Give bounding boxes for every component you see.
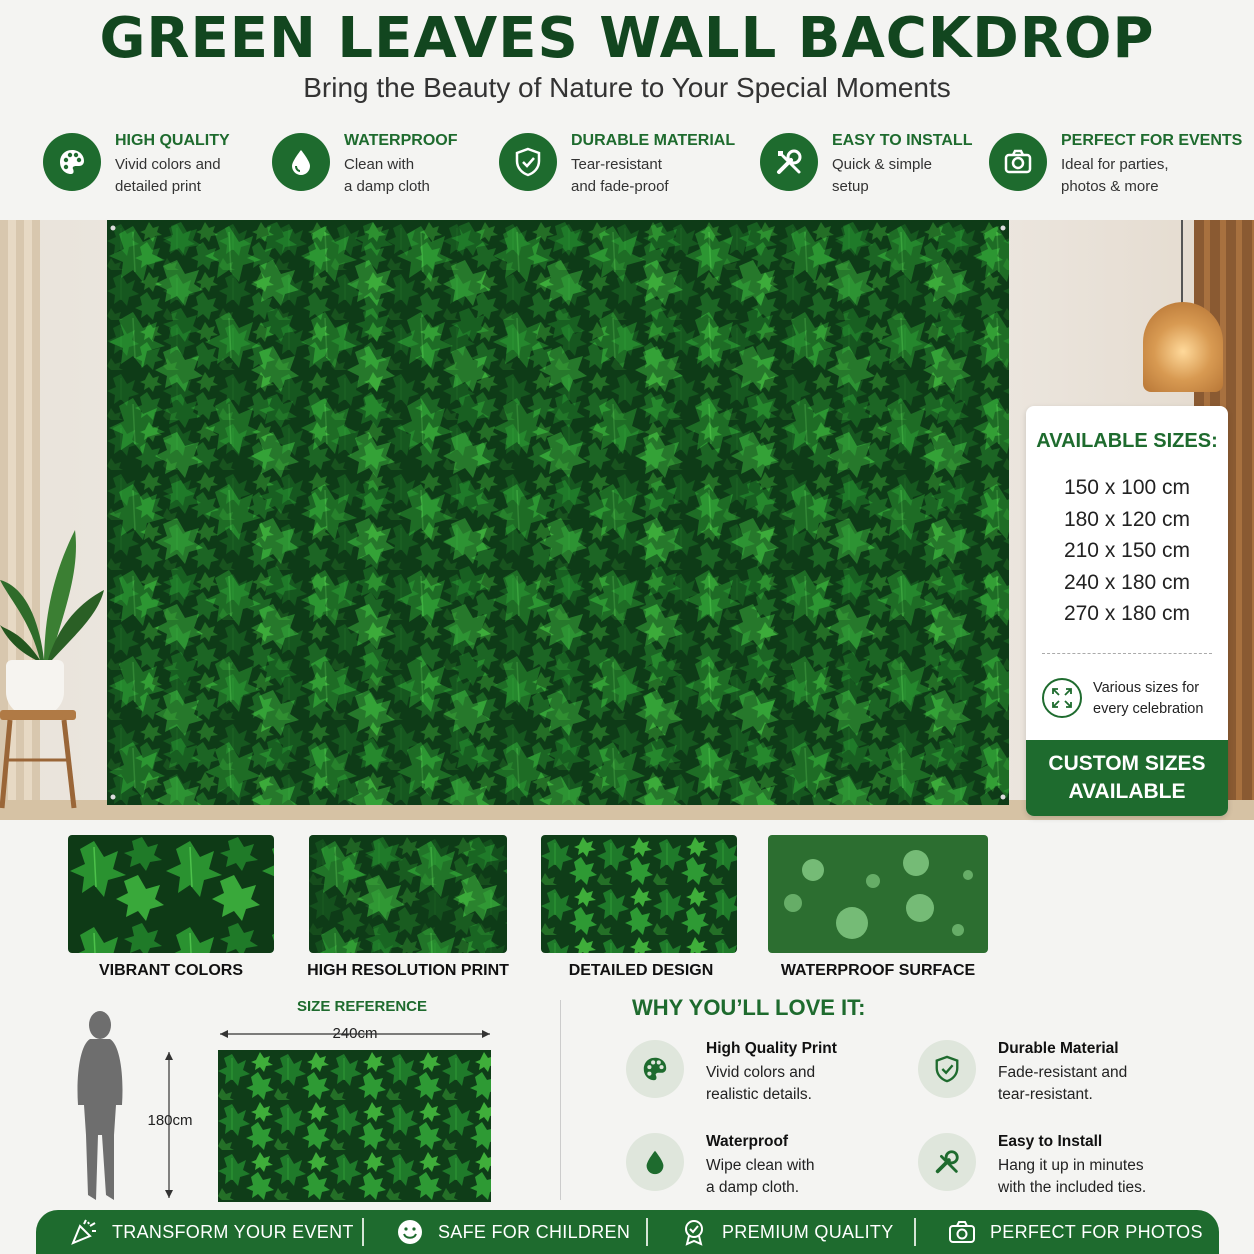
- thumbnail-label: VIBRANT COLORS: [99, 962, 243, 979]
- bar-separator: [646, 1218, 648, 1246]
- why-item-title: Durable Material: [998, 1040, 1119, 1057]
- size-option: 150 x 100 cm: [1063, 476, 1191, 499]
- size-option: 240 x 180 cm: [1063, 570, 1191, 594]
- page-subtitle: Bring the Beauty of Nature to Your Special Moments: [303, 72, 951, 103]
- why-item-title: Waterproof: [706, 1133, 789, 1150]
- why-title: WHY YOU’LL LOVE IT:: [632, 995, 866, 1020]
- thumbnail-vibrant-colors: [68, 835, 274, 953]
- backdrop-scale-preview: [218, 1050, 491, 1202]
- height-label: 180cm: [147, 1112, 193, 1129]
- why-item-title: High Quality Print: [706, 1040, 837, 1057]
- why-item-desc: Vivid colors and realistic details.: [706, 1064, 816, 1103]
- palette-icon: [626, 1040, 684, 1098]
- tools-icon: [760, 133, 818, 191]
- feature-title: PERFECT FOR EVENTS: [1061, 132, 1243, 149]
- thumbnail-label: DETAILED DESIGN: [568, 962, 714, 979]
- tools-icon: [918, 1133, 976, 1191]
- party-popper-icon: [70, 1218, 98, 1246]
- thumbnail-waterproof-surface: [768, 835, 988, 953]
- benefit-label: SAFE FOR CHILDREN: [438, 1222, 631, 1242]
- bottom-benefits-bar: [36, 1210, 1219, 1254]
- available-sizes-panel: [1026, 406, 1228, 816]
- sizes-note: Various sizes for every celebration: [1093, 680, 1204, 717]
- smiley-icon: [396, 1218, 424, 1246]
- plant-pot: [6, 660, 64, 716]
- benefit-label: PERFECT FOR PHOTOS: [990, 1222, 1203, 1242]
- thumbnail-high-resolution: [309, 835, 507, 953]
- thumbnail-label: HIGH RESOLUTION PRINT: [307, 962, 509, 979]
- width-label: 240cm: [332, 1025, 378, 1042]
- feature-desc: Ideal for parties, photos & more: [1061, 156, 1169, 195]
- section-divider: [560, 1000, 561, 1200]
- divider: [1042, 653, 1212, 654]
- palette-icon: [43, 133, 101, 191]
- why-item-desc: Fade-resistant and tear-resistant.: [998, 1064, 1128, 1103]
- leaf-backdrop-image: [107, 220, 1009, 805]
- potted-plant: [0, 510, 110, 670]
- feature-desc: Vivid colors and detailed print: [115, 156, 221, 195]
- thumbnail-label: WATERPROOF SURFACE: [780, 962, 976, 979]
- shield-check-icon: [918, 1040, 976, 1098]
- camera-icon: [948, 1218, 976, 1246]
- bar-separator: [362, 1218, 364, 1246]
- bar-separator: [914, 1218, 916, 1246]
- benefit-label: PREMIUM QUALITY: [722, 1222, 894, 1242]
- page-title: GREEN LEAVES WALL BACKDROP: [99, 6, 1155, 71]
- shield-check-icon: [499, 133, 557, 191]
- lamp-cord: [1181, 220, 1183, 310]
- size-option: 270 x 180 cm: [1063, 602, 1191, 625]
- feature-desc: Quick & simple setup: [832, 156, 933, 195]
- custom-sizes-banner: CUSTOM SIZES AVAILABLE: [1026, 740, 1228, 816]
- size-reference-title: SIZE REFERENCE: [296, 998, 428, 1015]
- header: [0, 0, 1254, 220]
- feature-title: WATERPROOF: [344, 132, 458, 149]
- why-item-desc: Wipe clean with a damp cloth.: [706, 1157, 815, 1196]
- size-option: 210 x 150 cm: [1063, 539, 1191, 562]
- size-option: 180 x 120 cm: [1063, 507, 1191, 531]
- feature-title: DURABLE MATERIAL: [571, 132, 736, 149]
- award-badge-icon: [680, 1218, 708, 1246]
- water-drop-icon: [626, 1133, 684, 1191]
- wooden-stool: [0, 710, 80, 810]
- benefit-label: TRANSFORM YOUR EVENT: [112, 1222, 354, 1242]
- size-list: [1026, 476, 1228, 634]
- feature-title: HIGH QUALITY: [115, 132, 230, 149]
- feature-desc: Tear-resistant and fade-proof: [571, 156, 669, 195]
- person-silhouette: [70, 1005, 130, 1205]
- expand-arrows-icon: [1042, 678, 1082, 718]
- pendant-lamp: [1143, 302, 1223, 392]
- water-drop-icon: [272, 133, 330, 191]
- why-item-desc: Hang it up in minutes with the included ties.: [998, 1157, 1147, 1196]
- why-item-title: Easy to Install: [998, 1133, 1103, 1150]
- feature-desc: Clean with a damp cloth: [344, 156, 430, 195]
- thumbnail-detailed-design: [541, 835, 737, 953]
- feature-title: EASY TO INSTALL: [832, 132, 973, 149]
- camera-icon: [989, 133, 1047, 191]
- sizes-title: AVAILABLE SIZES:: [1036, 430, 1218, 452]
